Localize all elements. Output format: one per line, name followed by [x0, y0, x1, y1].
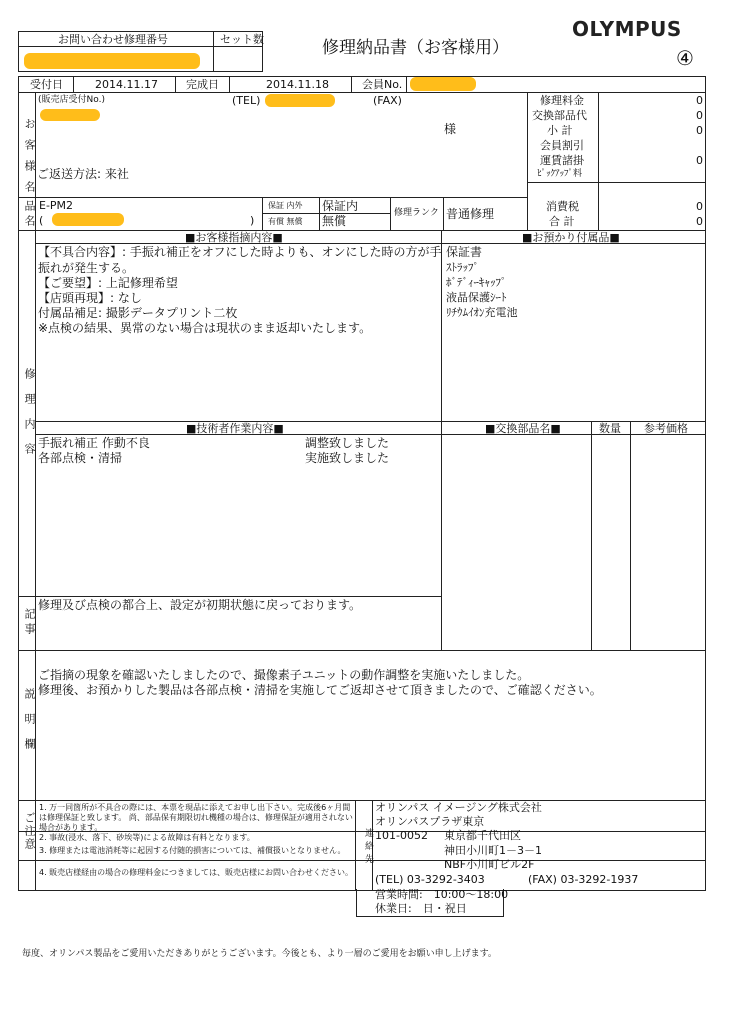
technician-item: 各部点検・清掃 — [38, 451, 123, 465]
product-model: E-PM2 — [39, 199, 74, 212]
olympus-logo: OLYMPUS — [572, 17, 682, 41]
paid-label: 有償 無償 — [268, 217, 303, 226]
fee-label-repair: 修理料金 — [540, 94, 584, 107]
product-row-top — [18, 197, 527, 198]
redacted-member-no — [410, 77, 476, 91]
warranty-value: 保証内 — [322, 199, 359, 213]
notes-section-label: 記事 — [23, 608, 36, 638]
instruction-line: 【店頭再現】: なし — [38, 291, 142, 305]
technician-result: 調整致しました — [305, 436, 390, 450]
repair-section-label: 修理内容 — [23, 368, 36, 468]
member-no-label: 会員No. — [362, 78, 403, 91]
fee-label-pickup: ﾋﾟｯｸｱｯﾌﾟ料 — [537, 169, 583, 179]
explanation-top — [18, 650, 706, 651]
instruction-line: 【不具合内容】: 手振れ補正をオフにした時よりも、オンにした時の方が手 — [38, 245, 442, 259]
redacted-serial — [52, 213, 124, 226]
fee-label-member-discount: 会員割引 — [540, 139, 584, 152]
copy-number: ④ — [676, 46, 694, 70]
fees-left-border — [527, 92, 528, 230]
contact-company: オリンパス イメージング株式会社 — [375, 801, 542, 814]
contact-holidays: 休業日: 日・祝日 — [375, 902, 467, 915]
set-count-label: セット数 — [220, 33, 264, 46]
total-value: 0 — [696, 215, 703, 228]
inquiry-number-label: お問い合わせ修理番号 — [58, 33, 168, 46]
instruction-line: ※点検の結果、異常のない場合は現状のまま返却いたします。 — [38, 321, 372, 335]
redacted-tel — [265, 94, 335, 107]
completed-date-value: 2014.11.18 — [266, 78, 329, 91]
accessory-item: 保証書 — [446, 245, 483, 259]
repair-rank-value: 普通修理 — [446, 207, 495, 221]
redacted-inquiry-number — [24, 53, 200, 69]
tel-label: (TEL) — [232, 94, 261, 107]
instruction-line: 付属品補足: 撮影データプリント二枚 — [38, 306, 238, 320]
notes-top — [18, 596, 442, 597]
repair-mid-divider — [441, 230, 442, 650]
product-divider-4 — [390, 197, 391, 230]
technician-header: ■技術者作業内容■ — [186, 422, 284, 435]
repair-rank-label: 修理ランク — [394, 208, 439, 218]
honorific: 様 — [444, 122, 457, 136]
date-row-bottom — [18, 92, 706, 93]
product-section-label: 品名 — [23, 200, 36, 230]
fax-label: (FAX) — [373, 94, 402, 107]
received-date-value: 2014.11.17 — [95, 78, 158, 91]
contact-tel: (TEL) 03-3292-3403 — [375, 873, 485, 886]
completed-date-label: 完成日 — [186, 78, 219, 91]
technician-item: 手振れ補正 作動不良 — [38, 436, 150, 450]
contact-address1: 東京都千代田区 — [444, 829, 521, 842]
fee-value-repair: 0 — [696, 94, 703, 107]
instruction-line: 【ご要望】: 上記修理希望 — [38, 276, 178, 290]
footer-message: 毎度、オリンパス製品をご愛用いただきありがとうございます。今後とも、より一層のご愛用をお願い申し上げます。 — [22, 949, 497, 959]
accessory-item: ｽﾄﾗｯﾌﾟ — [446, 261, 479, 274]
date-divider-1 — [73, 76, 74, 92]
fee-label-parts: 交換部品代 — [532, 109, 587, 122]
notes-text: 修理及び点検の都合上、設定が初期状態に戻っております。 — [38, 598, 362, 612]
parts-header: ■交換部品名■ — [485, 422, 561, 435]
caution-section-label: ご注意 — [23, 812, 36, 851]
fee-value-parts: 0 — [696, 109, 703, 122]
caution-item-2: 2. 事故(浸水、落下、砂埃等)による故障は有料となります。 — [39, 833, 255, 842]
parts-price-divider — [630, 421, 631, 650]
accessory-item: ﾘﾁｳﾑｲｵﾝ充電池 — [446, 306, 518, 319]
fees-divider — [527, 182, 706, 183]
parts-price-label: 参考価格 — [644, 422, 688, 435]
contact-postal: 101-0052 — [375, 829, 428, 842]
warranty-label: 保証 内外 — [268, 201, 303, 210]
fee-value-shipping: 0 — [696, 154, 703, 167]
explanation-section-label: 説明欄 — [23, 688, 36, 763]
total-label: 合 計 — [549, 215, 575, 228]
contact-section-label: 連絡先 — [363, 828, 373, 867]
fee-value-subtotal: 0 — [696, 124, 703, 137]
caution-item-1: 1. 万一同箇所が不具合の際には、本票を現品に添えてお申し出下さい。完成後6ヶ月間は修理保証と致します。 尚、部品保有期限切れ機種の場合は、修理保証が適用されない場合があります。 — [39, 803, 353, 832]
redacted-customer-name — [40, 109, 100, 121]
fees-mid-border — [598, 92, 599, 230]
explanation-line: 修理後、お預かりした製品は各部点検・清掃を実施してご返却させて頂きましたので、ご確認ください。 — [38, 683, 602, 697]
contact-address3: NBF小川町ビル2F — [444, 858, 535, 871]
tax-value: 0 — [696, 200, 703, 213]
product-serial-close: ) — [250, 214, 255, 227]
tax-label: 消費税 — [546, 200, 579, 213]
product-divider-5 — [443, 197, 444, 230]
date-divider-4 — [351, 76, 352, 92]
fee-label-subtotal: 小 計 — [547, 124, 573, 137]
date-divider-2 — [175, 76, 176, 92]
accessory-item: 液晶保護ｼｰﾄ — [446, 291, 507, 304]
caution-label-divider-3 — [35, 861, 36, 891]
fee-label-shipping: 運賃諸掛 — [540, 154, 584, 167]
contact-hours: 営業時間: 10:00～18:00 — [375, 888, 509, 901]
accessory-item: ﾎﾞﾃﾞｨｰｷｬｯﾌﾟ — [446, 276, 507, 289]
paid-value: 無償 — [322, 214, 347, 228]
parts-qty-divider — [591, 421, 592, 650]
date-divider-5 — [406, 76, 407, 92]
dealer-no-label: (販売店受付No.) — [38, 95, 105, 105]
received-date-label: 受付日 — [30, 78, 63, 91]
accessories-header: ■お預かり付属品■ — [522, 231, 620, 244]
return-method: ご返送方法: 来社 — [37, 167, 129, 181]
explanation-line: ご指摘の現象を確認いたしましたので、撮像素子ユニットの動作調整を実施いたしました。 — [38, 668, 530, 682]
caution-item-3: 3. 修理または電池消耗等に起因する付随的損害については、補償扱いとなりません。 — [39, 846, 346, 855]
instruction-line: 振れが発生する。 — [38, 261, 135, 275]
contact-label-divider-2 — [372, 861, 373, 891]
date-divider-3 — [229, 76, 230, 92]
caution-item-4: 4. 販売店様経由の場合の修理料金につきましては、販売店様にお問い合わせください。 — [39, 868, 354, 877]
contact-address2: 神田小川町1－3－1 — [444, 844, 542, 857]
parts-qty-label: 数量 — [599, 422, 621, 435]
instructions-header: ■お客様指摘内容■ — [185, 231, 283, 244]
product-serial-open: ( — [39, 214, 44, 227]
page-title: 修理納品書（お客様用） — [322, 38, 509, 58]
customer-section-label: お客様名 — [23, 118, 36, 202]
contact-fax: (FAX) 03-3292-1937 — [528, 873, 639, 886]
contact-branch: オリンパスプラザ東京 — [375, 815, 485, 828]
technician-result: 実施致しました — [305, 451, 390, 465]
